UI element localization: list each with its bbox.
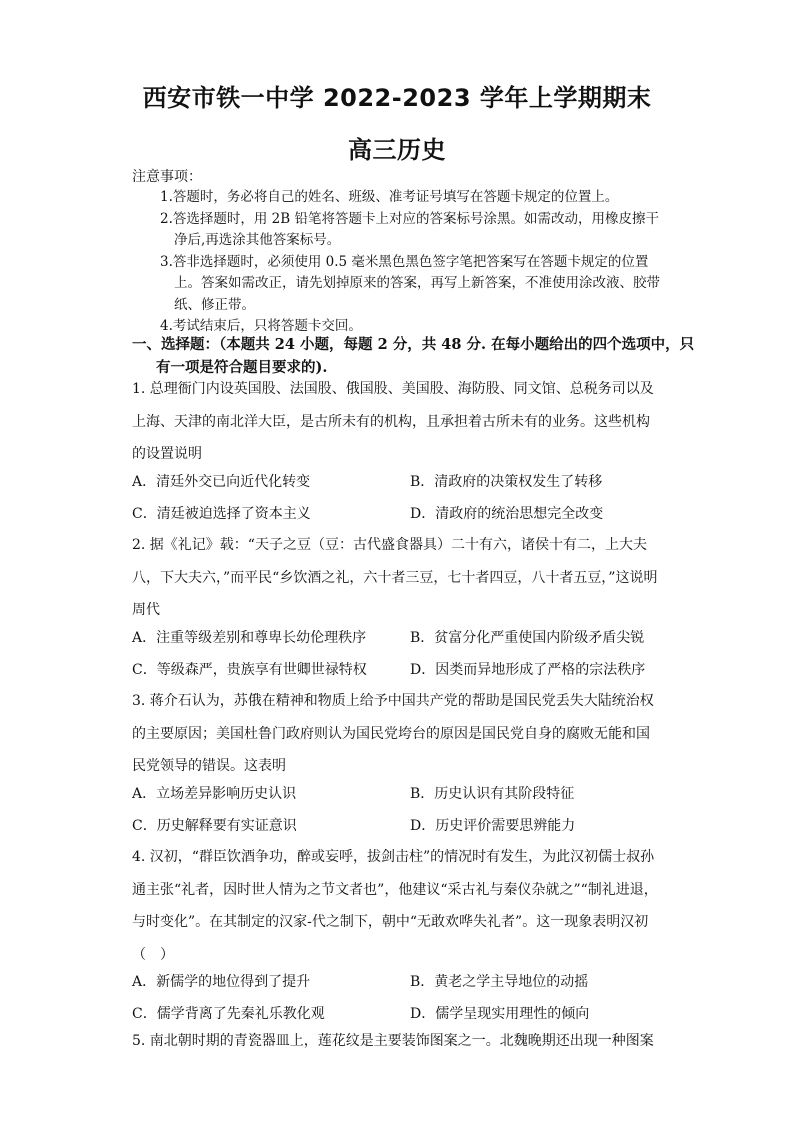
- option-b: B．黄老之学主导地位的动摇: [410, 974, 589, 990]
- question-options: [132, 621, 672, 685]
- question-stem: 5. 南北朝时期的青瓷器皿上，莲花纹是主要装饰图案之一。北魏晚期还出现一种图案: [132, 1033, 654, 1049]
- option-d: D．儒学呈现实用理性的倾向: [410, 1006, 590, 1022]
- option-c: C．等级森严，贵族享有世卿世禄特权: [132, 662, 367, 678]
- option-c: C．历史解释要有实证意识: [132, 818, 297, 834]
- option-b: B．清政府的决策权发生了转移: [410, 474, 603, 490]
- option-c: C．儒学背离了先秦礼乐教化观: [132, 1006, 325, 1022]
- option-a: A．新儒学的地位得到了提升: [132, 974, 311, 990]
- option-a: A．注重等级差别和尊卑长幼伦理秩序: [132, 630, 367, 646]
- note-item: 1.答题时，务必将自己的姓名、班级、准考证号填写在答题卡规定的位置上。: [160, 189, 619, 205]
- question-stem: 3. 蒋介石认为，苏俄在精神和物质上给予中国共产党的帮助是国民党丢失大陆统治权的主要原因；美国杜鲁门政府则认为国民党垮台的原因是国民党自身的腐败无能和国民党领导的错误。这表明: [132, 693, 654, 774]
- question-stem: 2. 据《礼记》载：“天子之豆（豆：古代盛食器具）二十有六，诸侯十有二，上大夫八，下大夫六，”而平民“乡饮酒之礼，六十者三豆，七十者四豆，八十者五豆，”这说明周代: [132, 537, 658, 618]
- option-b: B．贫富分化严重使国内阶级矛盾尖锐: [410, 630, 645, 646]
- note-item: 3.答非选择题时，必须使用 0.5 毫米黑色黑色签字笔把答案写在答题卡规定的位置上。答案如需改正，请先划掉原来的答案，再写上新答案，不准使用涂改液、胶带纸、修正带。: [160, 253, 660, 313]
- note-item: 4.考试结束后，只将答题卡交回。: [160, 318, 362, 334]
- option-d: D．因类而异地形成了严格的宗法秩序: [410, 662, 646, 678]
- section-heading: 一、选择题：（本题共 24 小题，每题 2 分，共 48 分. 在每小题给出的四个选项中，只有一项是符合题目要求的).: [132, 336, 695, 376]
- question-stem: 1. 总理衙门内设英国股、法国股、俄国股、美国股、海防股、同文馆、总税务司以及上海、天津的南北洋大臣，是古所未有的机构，且承担着古所未有的业务。这些机构的设置说明: [132, 381, 654, 462]
- question-options: [132, 965, 672, 1029]
- option-c: C．清廷被迫选择了资本主义: [132, 506, 311, 522]
- question-options: [132, 777, 672, 841]
- option-d: D．清政府的统治思想完全改变: [410, 506, 604, 522]
- subject-title: 高三历史: [348, 136, 446, 164]
- option-a: A．立场差异影响历史认识: [132, 786, 297, 802]
- option-b: B．历史认识有其阶段特征: [410, 786, 575, 802]
- notes-list: [160, 187, 672, 338]
- option-a: A．清廷外交已向近代化转变: [132, 474, 311, 490]
- exam-title: 西安市铁一中学 2022-2023 学年上学期期末: [142, 84, 652, 112]
- question-options: [132, 465, 672, 529]
- note-item: 2.答选择题时，用 2B 铅笔将答题卡上对应的答案标号涂黑。如需改动，用橡皮擦干净后,再选涂其他答案标号。: [160, 210, 659, 248]
- notes-heading: 注意事项：: [132, 169, 202, 185]
- option-d: D．历史评价需要思辨能力: [410, 818, 576, 834]
- question-stem: 4. 汉初，“群臣饮酒争功，醉或妄呼，拔剑击柱”的情况时有发生，为此汉初儒士叔孙通主张“礼者，因时世人情为之节文者也”，他建议“采古礼与秦仪杂就之”“制礼进退，与时变化”。在其制定的汉家-代之制下，朝中“无敢欢哗失礼者”。这一现象表明汉初（ ）: [132, 849, 658, 963]
